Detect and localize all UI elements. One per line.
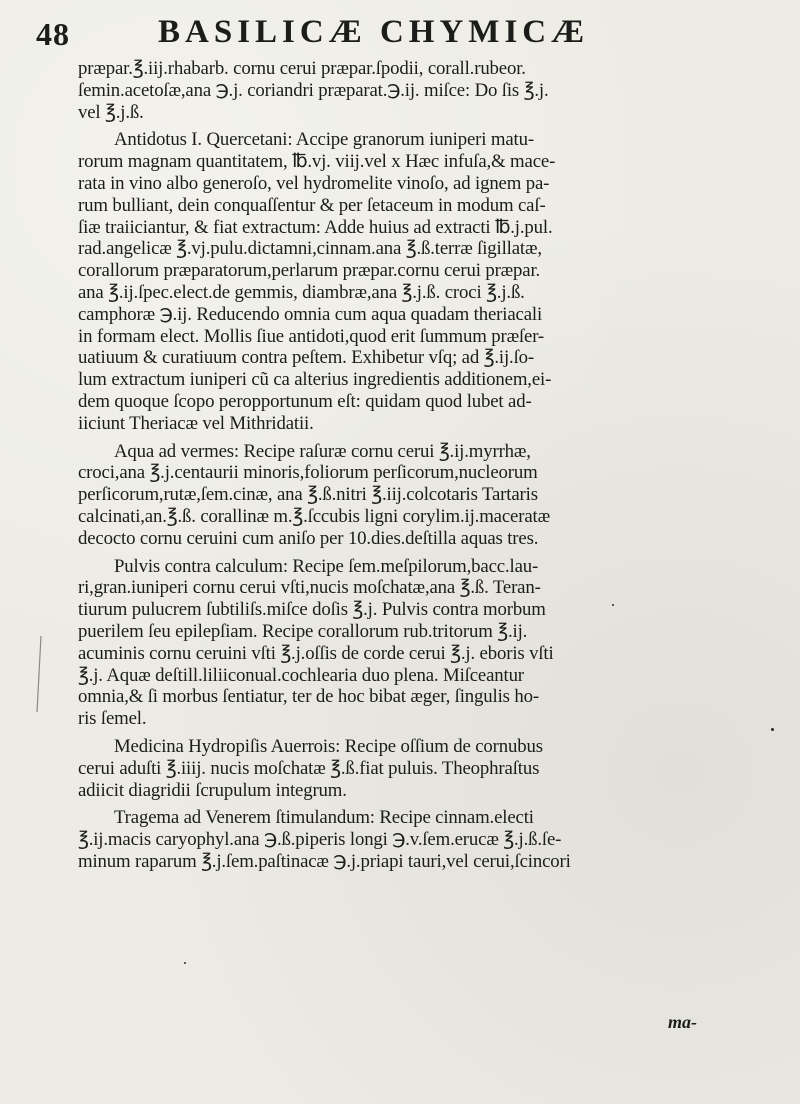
text-line: camphoræ ℈.ij. Reducendo omnia cum aqua quadam theriacali bbox=[78, 303, 543, 325]
text-line: ſemin.acetoſæ,ana ℈.j. coriandri præparat.℈.ij. miſce: Do ſis ℥.j. bbox=[78, 79, 549, 101]
text-line: Medicina Hydropiſis Auerrois: Recipe oſſium de cornubus bbox=[114, 735, 543, 757]
ink-speck bbox=[184, 962, 186, 964]
text-line: Tragema ad Venerem ſtimulandum: Recipe cinnam.electi bbox=[114, 807, 534, 829]
text-line: Antidotus I. Quercetani: Accipe granorum iuniperi matu- bbox=[114, 129, 534, 151]
running-title: BASILICÆ CHYMICÆ bbox=[158, 14, 590, 50]
text-line: puerilem ſeu epilepſiam. Recipe corallorum rub.tritorum ℥.ij. bbox=[78, 620, 528, 642]
text-line: corallorum præparatorum,perlarum præpar.cornu cerui præpar. bbox=[78, 260, 541, 282]
text-line: ana ℥.ij.ſpec.elect.de gemmis, diambræ,ana ℥.j.ß. croci ℥.j.ß. bbox=[78, 281, 525, 303]
paragraph-medicina-hydropisis bbox=[78, 736, 790, 801]
text-line: præpar.℥.iij.rhabarb. cornu cerui præpar.ſpodii, corall.rubeor. bbox=[78, 58, 526, 79]
text-line: dem quoque ſcopo peropportunum eſt: quidam quod lubet ad- bbox=[78, 390, 532, 412]
text-line: acuminis cornu ceruini vſti ℥.j.oſſis de corde cerui ℥.j. eboris vſti bbox=[78, 642, 554, 664]
text-line: ℥.j. Aquæ deſtill.liliiconual.cochlearia duo plena. Miſceantur bbox=[78, 664, 524, 686]
paragraph-preparation-continued bbox=[78, 58, 790, 123]
text-line: ris ſemel. bbox=[78, 708, 147, 730]
ink-speck bbox=[771, 728, 774, 731]
paragraph-pulvis-contra-calculum bbox=[78, 556, 790, 730]
text-line: Aqua ad vermes: Recipe raſuræ cornu cerui ℥.ij.myrrhæ, bbox=[114, 440, 531, 462]
text-line: adiicit diagridii ſcrupulum integrum. bbox=[78, 779, 347, 801]
text-line: ℥.ij.macis caryophyl.ana ℈.ß.piperis longi ℈.v.ſem.erucæ ℥.j.ß.ſe- bbox=[78, 829, 562, 851]
paragraph-tragema bbox=[78, 807, 790, 872]
margin-pencil-mark bbox=[35, 634, 43, 714]
text-line: uatiuum & curatiuum contra peſtem. Exhibetur vſq; ad ℥.ij.ſo- bbox=[78, 347, 534, 369]
text-line: rata in vino albo generoſo, vel hydromelite vinoſo, ad ignem pa- bbox=[78, 172, 550, 194]
text-line: vel ℥.j.ß. bbox=[78, 101, 144, 123]
ink-speck bbox=[612, 604, 614, 606]
catchword: ma- bbox=[668, 1012, 697, 1032]
text-line: iiciunt Theriacæ vel Mithridatii. bbox=[78, 412, 314, 434]
paragraph-antidotus-quercetani bbox=[78, 129, 790, 434]
text-line: ſiæ traiiciantur, & fiat extractum: Adde huius ad extracti ℔.j.pul. bbox=[78, 216, 553, 238]
text-line: in formam elect. Mollis ſiue antidoti,quod erit ſummum præſer- bbox=[78, 325, 545, 347]
text-line: croci,ana ℥.j.centaurii minoris,foliorum perſicorum,nucleorum bbox=[78, 462, 538, 484]
text-line: ri,gran.iuniperi cornu cerui vſti,nucis moſchatæ,ana ℥.ß. Teran- bbox=[78, 577, 541, 599]
text-line: perſicorum,rutæ,ſem.cinæ, ana ℥.ß.nitri ℥.iij.colcotaris Tartaris bbox=[78, 484, 538, 506]
text-line: rad.angelicæ ℥.vj.pulu.dictamni,cinnam.ana ℥.ß.terræ ſigillatæ, bbox=[78, 238, 542, 260]
text-line: rorum magnam quantitatem, ℔.vj. viij.vel x Hæc infuſa,& mace- bbox=[78, 151, 556, 173]
page-number: 48 bbox=[36, 16, 70, 52]
text-line: minum raparum ℥.j.ſem.paſtinacæ ℈.j.priapi tauri,vel cerui,ſcincori bbox=[78, 850, 571, 872]
text-line: tiurum pulucrem ſubtiliſs.miſce doſis ℥.j. Pulvis contra morbum bbox=[78, 599, 546, 621]
text-line: lum extractum iuniperi cũ ca alterius ingredientis additionem,ei- bbox=[78, 369, 552, 391]
paragraph-aqua-ad-vermes bbox=[78, 441, 790, 550]
text-line: Pulvis contra calculum: Recipe ſem.meſpilorum,bacc.lau- bbox=[114, 555, 539, 577]
text-line: cerui aduſti ℥.iiij. nucis moſchatæ ℥.ß.fiat puluis. Theophraſtus bbox=[78, 757, 540, 779]
text-line: rum bulliant, dein conquaſſentur & per ſetaceum in modum caſ- bbox=[78, 194, 546, 216]
text-line: decocto cornu ceruini cum aniſo per 10.dies.deſtilla aquas tres. bbox=[78, 527, 539, 549]
text-line: omnia,& ſi morbus ſentiatur, ter de hoc bibat æger, ſingulis ho- bbox=[78, 686, 539, 708]
text-line: calcinati,an.℥.ß. corallinæ m.℥.ſccubis ligni corylim.ij.maceratæ bbox=[78, 505, 550, 527]
body-text bbox=[78, 58, 790, 879]
page-header bbox=[0, 10, 800, 58]
